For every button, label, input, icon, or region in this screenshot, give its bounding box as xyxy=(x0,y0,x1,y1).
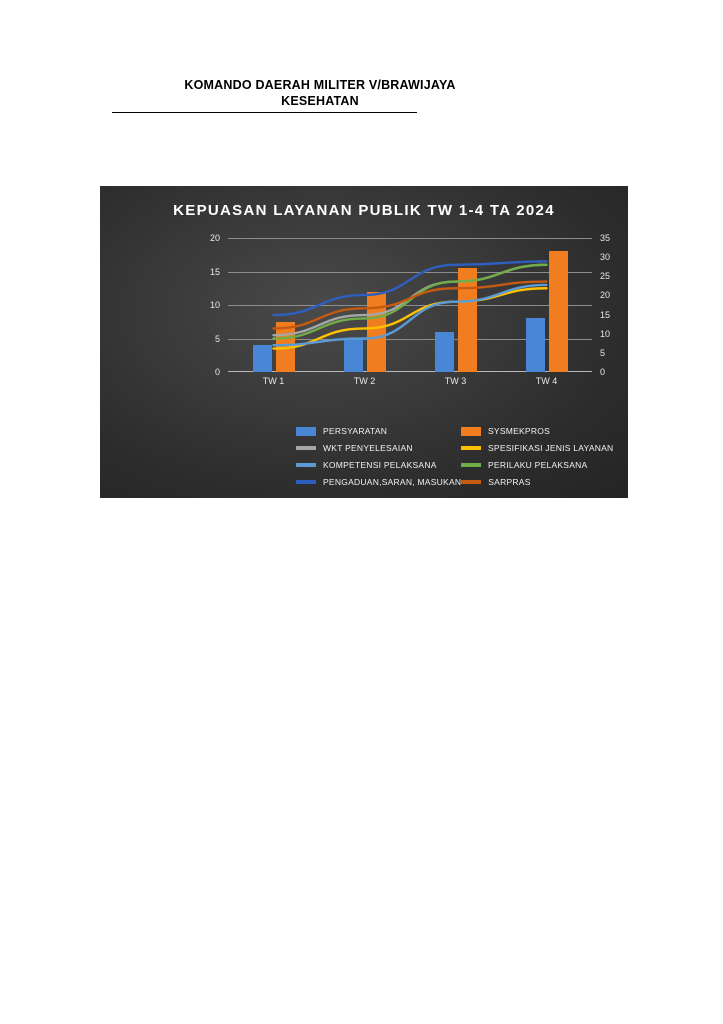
legend-label: SPESIFIKASI JENIS LAYANAN xyxy=(488,443,614,453)
y-axis-tick-right: 20 xyxy=(600,290,611,301)
legend-item[interactable] xyxy=(296,477,461,487)
legend-item[interactable] xyxy=(296,426,461,436)
chart-legend xyxy=(296,426,626,494)
legend-swatch-icon xyxy=(296,480,316,484)
y-axis-tick-right: 0 xyxy=(600,367,606,377)
legend-row xyxy=(296,426,626,436)
y-axis-tick-left: 20 xyxy=(209,233,220,243)
legend-label: PENGADUAN,SARAN, MASUKAN xyxy=(323,477,462,487)
y-axis-tick-left: 10 xyxy=(209,300,220,310)
legend-label: PERSYARATAN xyxy=(323,426,388,436)
plot-area xyxy=(228,238,592,372)
legend-item[interactable] xyxy=(461,443,626,453)
y-axis-tick-right: 10 xyxy=(600,328,611,339)
legend-label: SYSMEKPROS xyxy=(488,426,551,436)
legend-label: KOMPETENSI PELAKSANA xyxy=(323,460,437,470)
x-axis-tick: TW 1 xyxy=(262,376,285,386)
y-axis-tick-right: 15 xyxy=(600,309,611,320)
y-axis-tick-left: 5 xyxy=(214,333,220,344)
document-header xyxy=(110,78,530,108)
chart-title: KEPUASAN LAYANAN PUBLIK TW 1-4 TA 2024 xyxy=(173,202,555,219)
chart-panel xyxy=(100,186,628,498)
line-series xyxy=(274,261,547,315)
legend-swatch-icon xyxy=(461,463,481,467)
legend-label: SARPRAS xyxy=(488,477,531,487)
legend-label: PERILAKU PELAKSANA xyxy=(488,460,588,470)
legend-swatch-icon xyxy=(461,446,481,450)
header-line-2: KESEHATAN xyxy=(281,94,359,108)
legend-item[interactable] xyxy=(296,443,461,453)
legend-swatch-icon xyxy=(461,480,481,484)
legend-swatch-icon xyxy=(296,427,316,436)
legend-label: WKT PENYELESAIAN xyxy=(323,443,413,453)
legend-row xyxy=(296,460,626,470)
legend-row xyxy=(296,443,626,453)
legend-item[interactable] xyxy=(461,426,626,436)
legend-item[interactable] xyxy=(461,477,626,487)
y-axis-tick-right: 25 xyxy=(600,271,611,282)
y-axis-tick-left: 0 xyxy=(214,367,220,377)
legend-item[interactable] xyxy=(296,460,461,470)
header-line-1: KOMANDO DAERAH MILITER V/BRAWIJAYA xyxy=(184,78,456,92)
header-divider xyxy=(112,112,417,113)
legend-row xyxy=(296,477,626,487)
x-axis-tick: TW 2 xyxy=(353,376,376,386)
y-axis-tick-left: 15 xyxy=(209,266,220,277)
line-series-layer xyxy=(228,238,592,372)
x-axis-tick: TW 3 xyxy=(444,376,467,386)
x-axis-tick: TW 4 xyxy=(535,376,558,386)
y-axis-tick-right: 35 xyxy=(600,233,611,243)
legend-item[interactable] xyxy=(461,460,626,470)
y-axis-tick-right: 30 xyxy=(600,252,611,263)
legend-swatch-icon xyxy=(461,427,481,436)
legend-swatch-icon xyxy=(296,463,316,467)
y-axis-tick-right: 5 xyxy=(600,347,606,358)
legend-swatch-icon xyxy=(296,446,316,450)
